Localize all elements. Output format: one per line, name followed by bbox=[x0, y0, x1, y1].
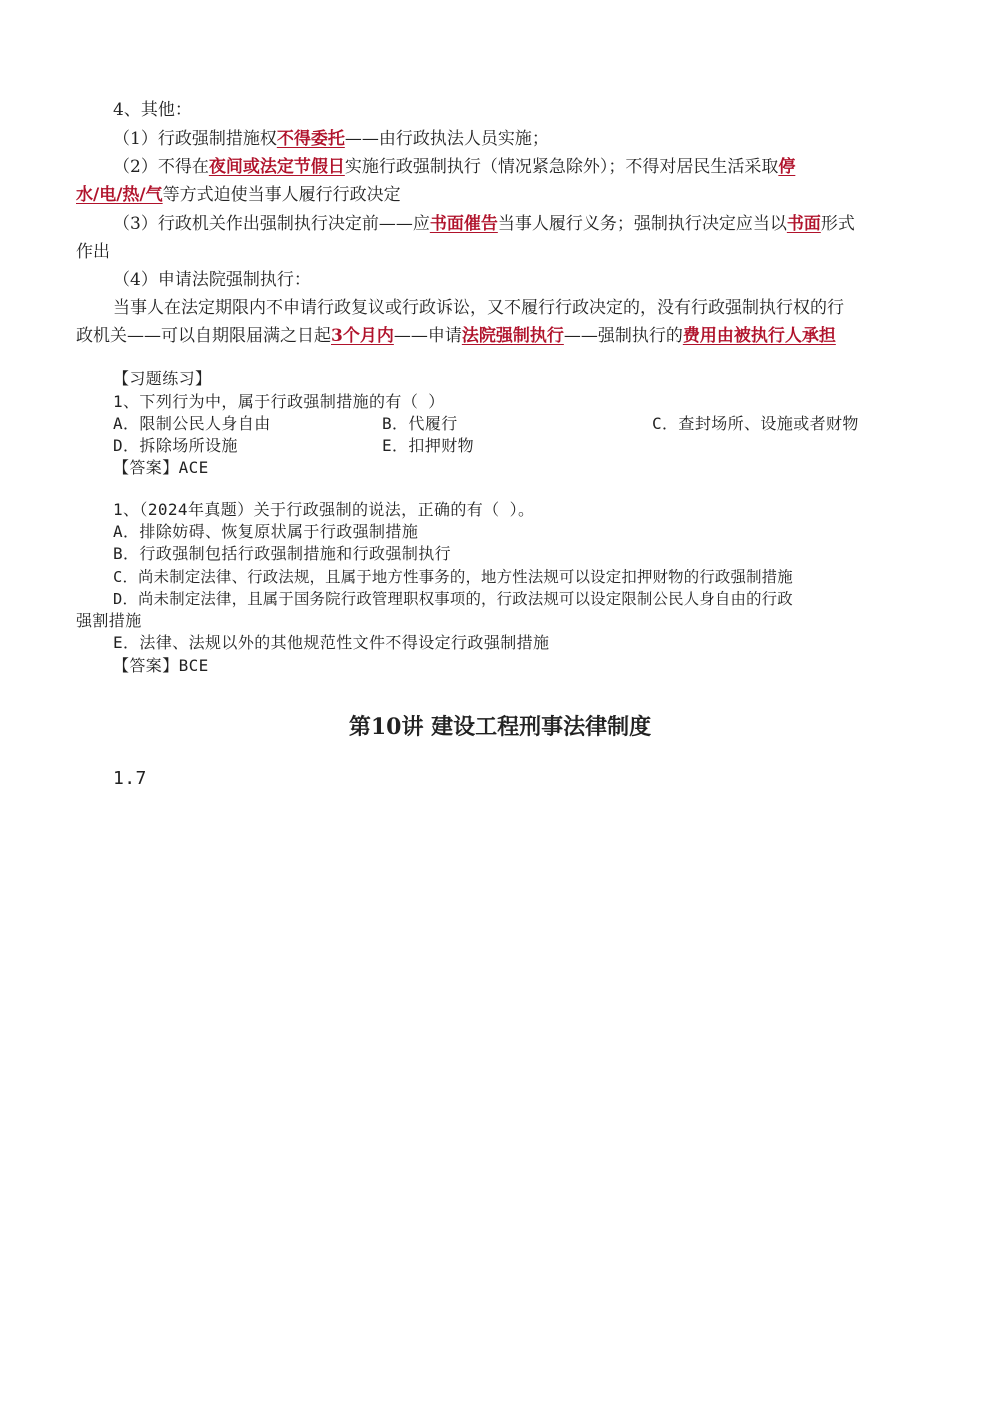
item-2-highlight-2b: 水/电/热/气 bbox=[76, 185, 163, 205]
item-1-highlight: 不得委托 bbox=[276, 129, 345, 149]
q2-stem: 1、（2024年真题）关于行政强制的说法，正确的有（ ）。 bbox=[113, 500, 535, 519]
item-3-highlight-1: 书面催告 bbox=[429, 214, 498, 234]
item-4-highlight-2: 法院强制执行 bbox=[461, 326, 564, 346]
item-3-line-1 bbox=[113, 212, 855, 236]
item-4-text-mid-1: ——申请 bbox=[393, 326, 462, 346]
item-1 bbox=[113, 127, 549, 151]
item-2-line-1 bbox=[113, 155, 795, 179]
section-4-title: 4、其他： bbox=[113, 100, 192, 120]
item-2-text: （2）不得在 bbox=[113, 157, 209, 177]
item-2-highlight-2a: 停 bbox=[778, 157, 796, 177]
q1-answer: 【答案】ACE bbox=[113, 458, 209, 477]
item-2-line-2 bbox=[76, 183, 401, 207]
item-2-text-mid: 实施行政强制执行（情况紧急除外）；不得对居民生活采取 bbox=[344, 157, 779, 177]
item-1-text: （1）行政强制措施权 bbox=[113, 129, 277, 149]
item-4-title: （4）申请法院强制执行： bbox=[113, 270, 311, 290]
item-4-highlight-1: 3个月内 bbox=[331, 326, 394, 346]
item-3-highlight-2: 书面 bbox=[786, 214, 821, 234]
item-2-text-end: 等方式迫使当事人履行行政决定 bbox=[162, 185, 401, 205]
q2-option-d-line-2: 强割措施 bbox=[76, 611, 142, 630]
q1-option-a: A．限制公民人身自由 bbox=[113, 414, 271, 433]
practice-header: 【习题练习】 bbox=[113, 369, 212, 388]
item-2-highlight-1: 夜间或法定节假日 bbox=[208, 157, 345, 177]
subsection-number: 1.7 bbox=[113, 768, 147, 789]
item-3-text-mid: 当事人履行义务；强制执行决定应当以 bbox=[497, 214, 787, 234]
q2-option-b: B．行政强制包括行政强制措施和行政强制执行 bbox=[113, 544, 452, 563]
q2-option-e: E．法律、法规以外的其他规范性文件不得设定行政强制措施 bbox=[113, 633, 550, 652]
q1-option-c: C．查封场所、设施或者财物 bbox=[652, 414, 859, 433]
item-4-line-1: 当事人在法定期限内不申请行政复议或行政诉讼，又不履行行政决定的，没有行政强制执行权的行 bbox=[113, 298, 844, 318]
q1-option-e: E．扣押财物 bbox=[382, 436, 475, 455]
q2-option-c: C．尚未制定法律、行政法规，且属于地方性事务的，地方性法规可以设定扣押财物的行政强制措施 bbox=[113, 568, 793, 586]
item-4-line-2 bbox=[76, 324, 836, 348]
q2-option-a: A．排除妨碍、恢复原状属于行政强制措施 bbox=[113, 522, 419, 541]
q2-answer: 【答案】BCE bbox=[113, 656, 209, 675]
q1-option-b: B．代履行 bbox=[382, 414, 458, 433]
item-1-text-end: ——由行政执法人员实施； bbox=[344, 129, 549, 149]
item-4-text-mid-2: ——强制执行的 bbox=[563, 326, 683, 346]
item-3-text-end: 形式 bbox=[820, 214, 855, 234]
q1-option-d: D．拆除场所设施 bbox=[113, 436, 238, 455]
lecture-title: 第10讲 建设工程刑事法律制度 bbox=[348, 714, 652, 740]
item-4-text: 政机关——可以自期限届满之日起 bbox=[76, 326, 331, 346]
q1-stem: 1、下列行为中，属于行政强制措施的有（ ） bbox=[113, 392, 445, 411]
item-4-highlight-3: 费用由被执行人承担 bbox=[682, 326, 836, 346]
item-3-text: （3）行政机关作出强制执行决定前——应 bbox=[113, 214, 430, 234]
item-3-line-2: 作出 bbox=[76, 242, 110, 262]
q2-option-d-line-1: D．尚未制定法律，且属于国务院行政管理职权事项的，行政法规可以设定限制公民人身自由的行政 bbox=[113, 590, 793, 608]
